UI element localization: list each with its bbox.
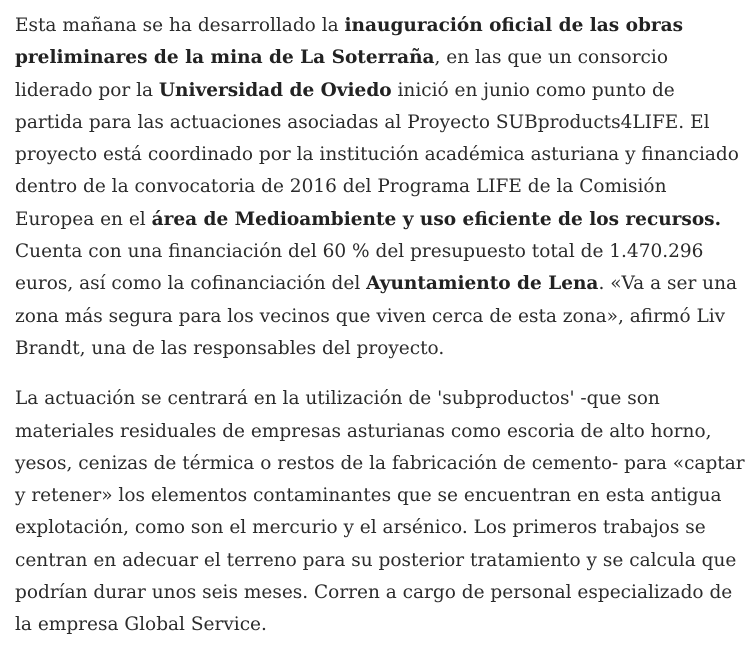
paragraph-2-segment: La actuación se centrará en la utilización de 'subproductos' -que son materiales residuales de empresas asturianas como escoria de alto horno, yesos, cenizas de térmica o restos de la fabricación de cemento- para «captar y retener» los elementos contaminantes que se encuentran en esta antigua explotación, como son el mercurio y el arsénico. Los primeros trabajos se centran en adecuar el terreno para su posterior tratamiento y se calcula que podrían durar unos seis meses. Corren a cargo de personal especializado de la empresa Global Service. — [15, 388, 745, 636]
article-body — [15, 10, 745, 642]
paragraph-1-bold-segment: inauguración oficial de las obras preliminares de la mina de La Soterraña — [15, 15, 684, 69]
paragraph-1-bold-segment: área de Medioambiente y uso eficiente de los recursos. — [151, 208, 722, 230]
paragraph-1-bold-segment: Universidad de Oviedo — [158, 79, 392, 101]
paragraph-1-bold-segment: Ayuntamiento de Lena — [366, 273, 599, 295]
paragraph-1-segment: , en las que un consorcio liderado por la — [15, 47, 668, 101]
paragraph-2 — [15, 383, 745, 641]
paragraph-1 — [15, 10, 745, 365]
paragraph-1-segment: Esta mañana se ha desarrollado la — [15, 15, 345, 36]
paragraph-1-segment: . «Va a ser una zona más segura para los vecinos que viven cerca de esta zona», afirmó Liv Brandt, una de las responsables del proyecto. — [15, 273, 738, 359]
paragraph-1-segment: Cuenta con una financiación del 60 % del presupuesto total de 1.470.296 euros, así como la cofinanciación del — [15, 241, 704, 295]
paragraph-1-segment: inició en junio como punto de partida para las actuaciones asociadas al Proyecto SUBproducts4LIFE. El proyecto está coordinado por la institución académica asturiana y financiado dentro de la convocatoria de 2016 del Programa LIFE de la Comisión Europea en el — [15, 79, 739, 230]
